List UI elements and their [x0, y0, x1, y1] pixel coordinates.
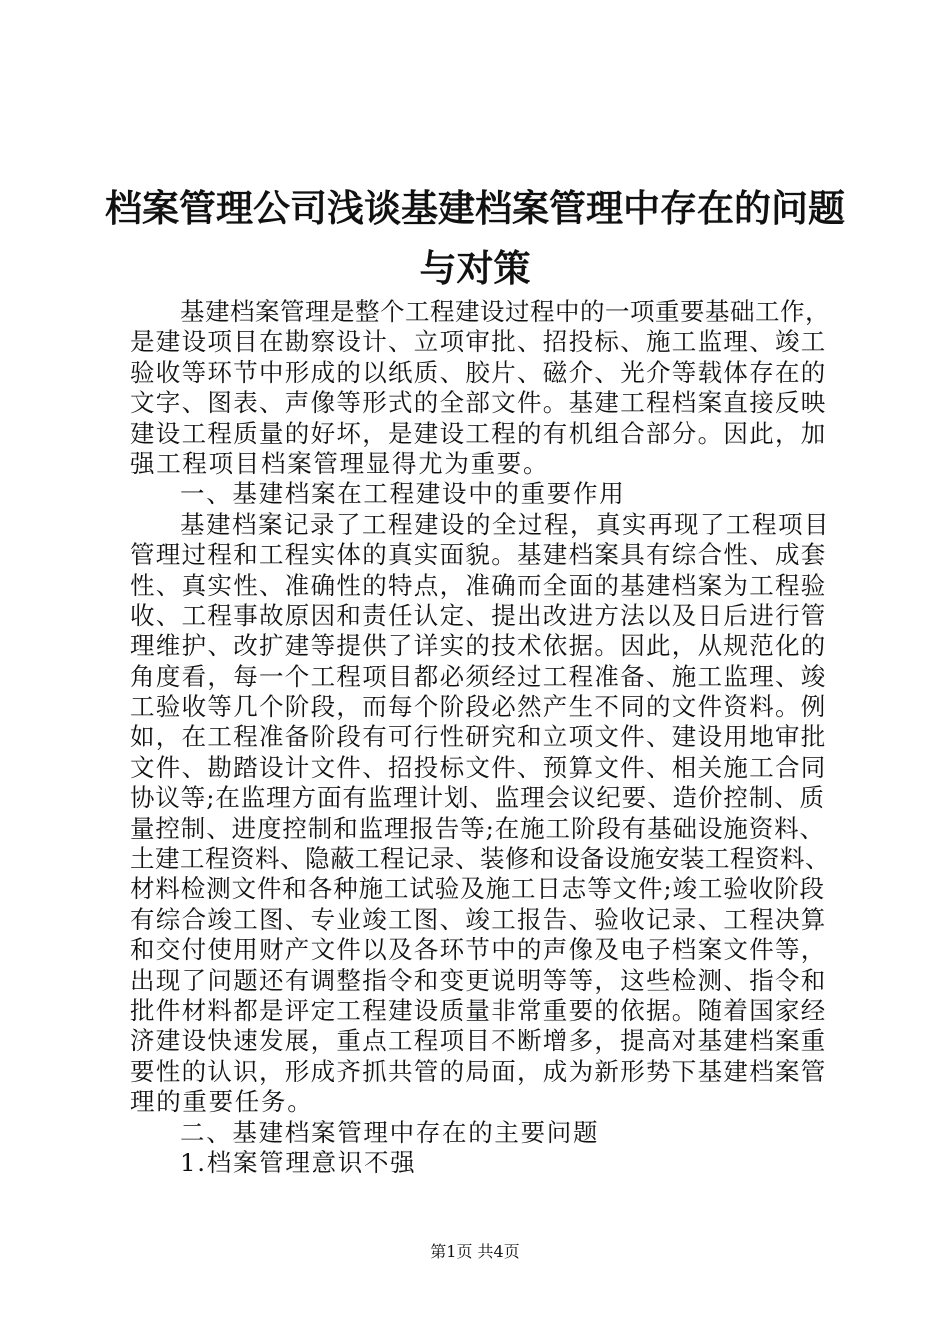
document-body — [130, 297, 830, 1178]
document-title-line-1: 档案管理公司浅谈基建档案管理中存在的问题 — [105, 186, 845, 230]
paragraph-line: 材料检测文件和各种施工试验及施工日志等文件;竣工验收阶段 — [130, 874, 825, 904]
paragraph-line: 土建工程资料、隐蔽工程记录、装修和设备设施安装工程资料、 — [130, 844, 830, 874]
section-heading: 二、基建档案管理中存在的主要问题 — [180, 1117, 600, 1147]
paragraph-line: 管理过程和工程实体的真实面貌。基建档案具有综合性、成套 — [130, 540, 827, 570]
subsection-heading: 1.档案管理意识不强 — [180, 1147, 417, 1177]
paragraph-line: 批件材料都是评定工程建设质量非常重要的依据。随着国家经 — [130, 995, 827, 1025]
paragraph-line: 协议等;在监理方面有监理计划、监理会议纪要、造价控制、质 — [130, 783, 825, 813]
paragraph-line: 文字、图表、声像等形式的全部文件。基建工程档案直接反映 — [130, 388, 827, 418]
paragraph-line: 和交付使用财产文件以及各环节中的声像及电子档案文件等， — [130, 935, 827, 965]
paragraph-line: 性、真实性、准确性的特点，准确而全面的基建档案为工程验 — [130, 570, 827, 600]
paragraph-line: 有综合竣工图、专业竣工图、竣工报告、验收记录、工程决算 — [130, 904, 827, 934]
paragraph-line: 出现了问题还有调整指令和变更说明等等，这些检测、指令和 — [130, 965, 827, 995]
paragraph-line: 理维护、改扩建等提供了详实的技术依据。因此，从规范化的 — [130, 631, 827, 661]
paragraph-line: 基建档案管理是整个工程建设过程中的一项重要基础工作， — [180, 297, 830, 326]
paragraph-line: 收、工程事故原因和责任认定、提出改进方法以及日后进行管 — [130, 600, 827, 630]
paragraph-line: 是建设项目在勘察设计、立项审批、招投标、施工监理、竣工 — [130, 327, 827, 357]
paragraph-line: 理的重要任务。 — [130, 1087, 314, 1117]
page-footer: 第1页 共4页 — [430, 1242, 520, 1261]
section-heading: 一、基建档案在工程建设中的重要作用 — [180, 479, 626, 509]
paragraph-line: 验收等环节中形成的以纸质、胶片、磁介、光介等载体存在的 — [130, 357, 827, 387]
paragraph-line: 基建档案记录了工程建设的全过程，真实再现了工程项目 — [180, 509, 830, 539]
paragraph-line: 济建设快速发展，重点工程项目不断增多，提高对基建档案重 — [130, 1026, 827, 1056]
paragraph-line: 建设工程质量的好坏，是建设工程的有机组合部分。因此，加 — [130, 418, 827, 448]
paragraph-line: 文件、勘踏设计文件、招投标文件、预算文件、相关施工合同 — [130, 752, 827, 782]
paragraph-line: 量控制、进度控制和监理报告等;在施工阶段有基础设施资料、 — [130, 813, 825, 843]
paragraph-line: 如，在工程准备阶段有可行性研究和立项文件、建设用地审批 — [130, 722, 827, 752]
paragraph-line: 要性的认识，形成齐抓共管的局面，成为新形势下基建档案管 — [130, 1056, 827, 1086]
paragraph-line: 角度看，每一个工程项目都必须经过工程准备、施工监理、竣 — [130, 661, 827, 691]
document-title-line-2: 与对策 — [419, 246, 531, 290]
paragraph-line: 强工程项目档案管理显得尤为重要。 — [130, 448, 550, 478]
paragraph-line: 工验收等几个阶段，而每个阶段必然产生不同的文件资料。例 — [130, 692, 827, 722]
